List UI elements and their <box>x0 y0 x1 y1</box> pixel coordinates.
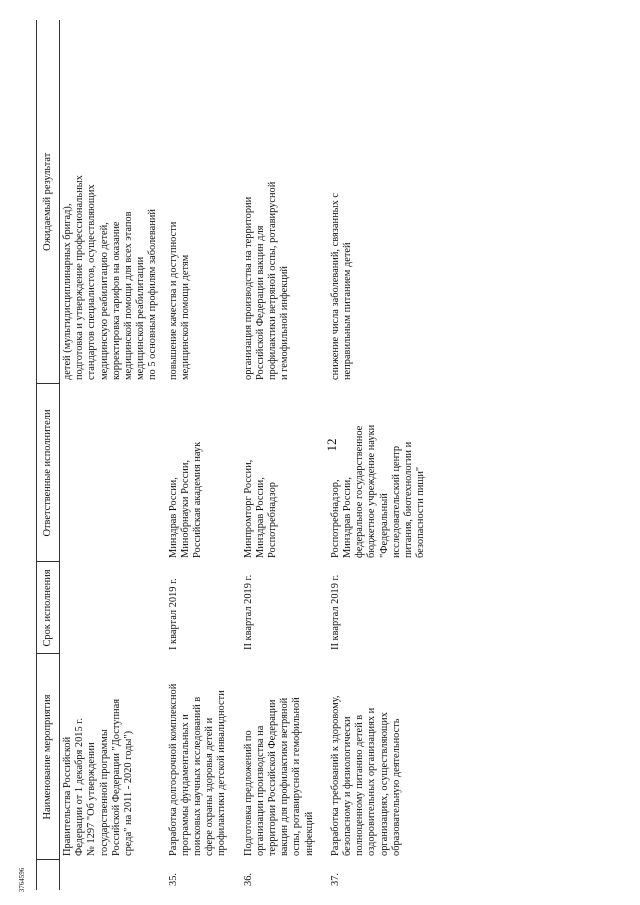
deadline: I квартал 2019 г. <box>167 578 179 650</box>
deadline: II квартал 2019 г. <box>329 574 341 650</box>
deadline: II квартал 2019 г. <box>242 574 254 650</box>
header-name: Наименование мероприятия <box>37 654 60 860</box>
expected-result: снижение числа заболеваний, связанных с неправильным питанием детей <box>329 192 354 380</box>
table-row <box>322 20 434 890</box>
table-row <box>166 20 235 890</box>
deadline <box>60 562 166 654</box>
rotated-page-area <box>36 20 596 890</box>
executors <box>60 384 166 562</box>
measures-table-frame <box>36 20 596 890</box>
measure-name: Разработка требований к здоровому, безопасному и физиологически полноценному питанию детей в оздоровительных организациях и организациях, осуществляющих образовательную деятельность <box>329 695 402 856</box>
header-deadline: Срок исполнения <box>37 562 60 654</box>
header-executors: Ответственные исполнители <box>37 384 60 562</box>
expected-result: детей (мультидисциплинарных бригад), подготовка и утверждение профессиональных стандартов специалистов, осуществляющих медицинскую реабилитацию детей, корректировка тарифов на оказание медицинской помощи для всех этапов медицинской реабилитации по 5 основным профилям заболеваний <box>62 175 159 380</box>
table-header-row <box>37 20 60 890</box>
table-row <box>235 20 322 890</box>
page-number: 12 <box>324 438 339 452</box>
document-code: 3764596 <box>18 867 26 893</box>
measure-name: Разработка долгосрочной комплексной программы фундаментальных и поисковых научных исследований в сфере охраны здоровья детей и профилактики детской инвалидности <box>167 683 228 856</box>
expected-result: повышение качества и доступности медицинской помощи детям <box>167 221 191 380</box>
row-number <box>60 860 166 890</box>
measures-table <box>36 20 433 890</box>
table-row <box>60 20 166 890</box>
executors: Минпромторг России, Минздрав России, Роспотребнадзор <box>242 459 279 558</box>
executors: Роспотребнадзор, Минздрав России, федеральное государственное бюджетное учреждение науки "Федеральный исследовательский центр питания, биотехнологии и безопасности пищи" <box>329 424 427 558</box>
row-number: 37. <box>329 873 341 886</box>
header-num <box>37 860 60 890</box>
executors: Минздрав России, Минобрнауки России, Российская академия наук <box>167 441 204 558</box>
row-number: 35. <box>167 873 179 886</box>
header-result: Ожидаемый результат <box>37 20 60 384</box>
measure-name: Правительства Российской Федерации от 1 декабря 2015 г. № 1297 "Об утверждении государственной программы Российской Федерации "Доступная среда" на 2011 - 2020 годы") <box>62 699 135 856</box>
measure-name: Подготовка предложений по организации производства на территории Российской Федерации вакцин для профилактики ветряной оспы, ротавирусной и гемофильной инфекций <box>242 697 315 856</box>
row-number: 36. <box>242 873 254 886</box>
expected-result: организация производства на территории Российской Федерации вакцин для профилактики ветряной оспы, ротавирусной и гемофильной инфекций <box>242 181 291 380</box>
